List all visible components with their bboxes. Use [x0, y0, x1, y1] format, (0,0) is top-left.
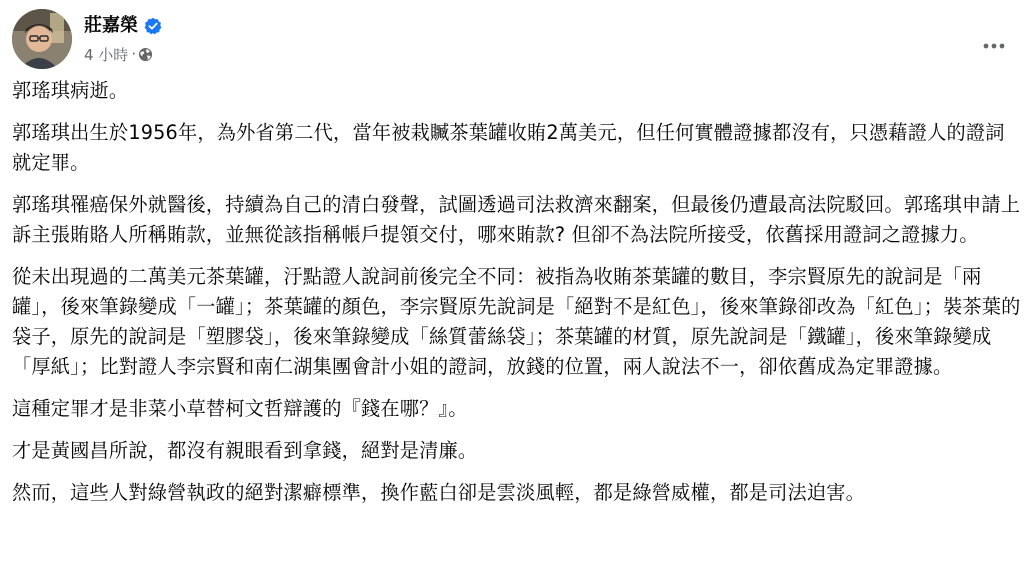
post-paragraph: 郭瑤琪病逝。: [12, 79, 129, 102]
globe-icon[interactable]: [138, 47, 153, 62]
post-meta: [84, 43, 162, 65]
post-paragraph: 郭瑤琪罹癌保外就醫後，持續為自己的清白發聲，試圖透過司法救濟來翻案，但最後仍遭最高法院駁回。郭瑤琪申請上訴主張賄賂人所稱賄款，並無從該指稱帳戶提領交付，哪來賄款? 但卻不為法院所接受，依舊採用證詞之證據力。: [12, 193, 1021, 246]
post-options-button[interactable]: [976, 19, 1012, 55]
post-paragraph: 從未出現過的二萬美元茶葉罐，汙點證人說詞前後完全不同：被指為收賄茶葉罐的數目，李宗賢原先的說詞是「兩罐」，後來筆錄變成「一罐」；茶葉罐的顏色，李宗賢原先說詞是「絕對不是紅色」，後來筆錄卻改為「紅色」；裝茶葉的袋子，原先的說詞是「塑膠袋」，後來筆錄變成「絲質蕾絲袋」；茶葉罐的材質，原先說詞是「鐵罐」，後來筆錄變成「厚紙」；比對證人李宗賢和南仁湖集團會計小姐的證詞，放錢的位置，兩人說法不一，卻依舊成為定罪證據。: [12, 265, 1021, 378]
meta-separator: ·: [131, 45, 137, 63]
post-paragraph: 郭瑤琪出生於1956年，為外省第二代，當年被栽贓茶葉罐收賄2萬美元，但任何實體證據都沒有，只憑藉證人的證詞就定罪。: [12, 121, 1005, 174]
more-horizontal-icon: [983, 34, 1005, 40]
post-paragraph: 才是黃國昌所說，都沒有親眼看到拿錢，絕對是清廉。: [12, 439, 478, 462]
post-body: [12, 76, 1022, 520]
post-paragraph: 這種定罪才是非菜小草替柯文哲辯護的『錢在哪？』。: [12, 397, 468, 420]
post-header: [12, 9, 1012, 69]
author-block: [84, 13, 162, 65]
verified-badge-icon: [144, 17, 162, 35]
author-row: [84, 13, 162, 39]
author-name[interactable]: 莊嘉榮: [84, 15, 138, 36]
post-timestamp[interactable]: 4 小時: [84, 45, 129, 64]
author-avatar[interactable]: [12, 9, 72, 69]
post-paragraph: 然而，這些人對綠營執政的絕對潔癖標準，換作藍白卻是雲淡風輕，都是綠營威權，都是司法迫害。: [12, 481, 866, 504]
avatar-image: [12, 9, 72, 69]
